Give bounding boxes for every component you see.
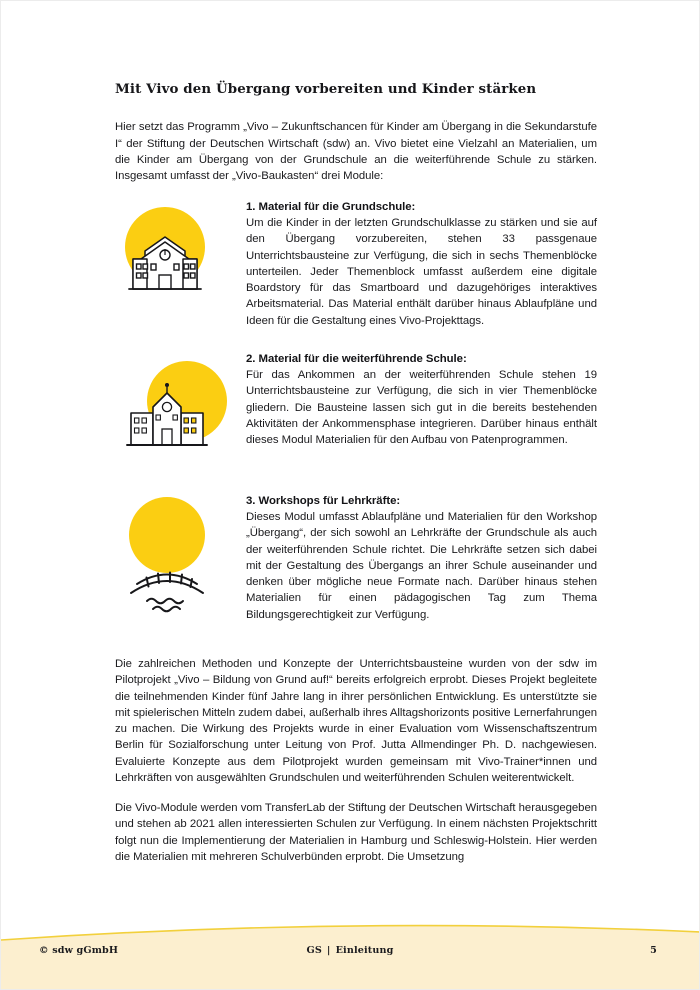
footer-copyright: © sdw gGmbH xyxy=(39,945,119,956)
footer-section: GS xyxy=(306,945,322,956)
closing-paragraph: Die zahlreichen Methoden und Konzepte der Unterrichtsbausteine wurden von der sdw im Pilotprojekt „Vivo – Bildung von Grund auf!“ bereits erfolgreich erprobt. Dieses Projekt begleitete die teilnehmenden Kinder fünf Jahre lang in ihrer persönlichen Entwicklung. Es unterstützte sie mit spielerischen Mitteln zudem dabei, außerhalb ihres Alltagshorizonts positive Lernerfahrungen zu machen. Die Wirkung des Projekts wurde in einer Evaluation vom Wissenschaftszentrum Berlin für Sozialforschung unter Leitung von Prof. Jutta Allmendinger Ph. D. nachgewiesen. Evaluierte Konzepte aus dem Pilotprojekt wurden gemeinsam mit Vivo-Trainer*innen und Lehrkräften von ausgewählten Grundschulen und weiterführenden Schulen weiterentwickelt. xyxy=(115,658,597,784)
module-body: Für das Ankommen an der weiterführenden Schule stehen 19 Unterrichtsbausteine zur Verfügung, die sich in vier Themenblöcke gliedern. Die Bausteine lassen sich gut in die bereits bestehenden Aktivitäten der Ankommensphase integrieren. Darüber hinaus enthält dieses Modul Materialien für den Aufbau von Patenprogrammen. xyxy=(246,369,597,447)
footer-page-number: 5 xyxy=(650,945,657,956)
page-title: Mit Vivo den Übergang vorbereiten und Kinder stärken xyxy=(115,81,537,97)
footer-breadcrumb xyxy=(1,945,699,956)
module-title: 3. Workshops für Lehrkräfte: xyxy=(246,495,401,507)
module-body: Um die Kinder in der letzten Grundschulklasse zu stärken und sie auf den Übergang vorzubereiten, stehen 33 passgenaue Unterrichtsbausteine zur Verfügung, die sich in sechs Themenblöcke unterteilen. Jeder Themenblock umfasst außerdem eine digitale Boardstory für das Smartboard und dazugehöriges interaktives Arbeitsmaterial. Das Material enthält darüber hinaus Ablaufpläne und Ideen für die Gestaltung eines Vivo-Projekttags. xyxy=(246,217,597,327)
footer-content xyxy=(1,945,699,961)
module-item xyxy=(115,493,597,633)
footer-curve xyxy=(1,899,700,989)
module-text xyxy=(246,493,597,623)
primary-school-icon xyxy=(115,199,235,329)
module-body: Dieses Modul umfasst Ablaufpläne und Materialien für den Workshop „Übergang“, der sich sowohl an Lehrkräfte der Grundschule als auch der weiterführenden Schule richtet. Die Lehrkräfte setzen sich dabei mit der Gestaltung des Übergangs an ihrer Schule auseinander und denken über mögliche neue Formate nach. Darüber hinaus stehen Materialien für einen pädagogischen Tag zum Thema Bildungsgerechtigkeit zur Verfügung. xyxy=(246,511,597,621)
article-body xyxy=(115,656,597,865)
secondary-school-icon xyxy=(115,351,235,481)
module-title: 1. Material für die Grundschule: xyxy=(246,201,416,213)
article-header xyxy=(115,81,597,184)
module-title: 2. Material für die weiterführende Schule: xyxy=(246,353,467,365)
intro-paragraph: Hier setzt das Programm „Vivo – Zukunftschancen für Kinder am Übergang in die Sekundarstufe I“ der Stiftung der Deutschen Wirtschaft (sdw) an. Vivo bietet eine Vielzahl an Materialien, um die Kinder am Übergang von der Grundschule an die weiterführende Schule zu stärken. Insgesamt umfasst der „Vivo-Baukasten“ drei Module: xyxy=(115,121,597,183)
module-text xyxy=(246,351,597,448)
footer-chapter: Einleitung xyxy=(335,945,394,956)
bridge-icon xyxy=(115,493,235,623)
module-text xyxy=(246,199,597,329)
footer-separator: | xyxy=(326,945,331,956)
module-list xyxy=(115,199,597,633)
page-footer xyxy=(1,899,699,989)
module-item xyxy=(115,199,597,351)
module-item xyxy=(115,351,597,493)
closing-paragraph: Die Vivo-Module werden vom TransferLab der Stiftung der Deutschen Wirtschaft herausgegeben und stehen ab 2021 allen interessierten Schulen zur Verfügung. In einem nächsten Projektschritt folgt nun die Implementierung der Materialien in Hamburg und Schleswig-Holstein. Hier werden die Materialien mit mehreren Schulverbünden erprobt. Die Umsetzung xyxy=(115,802,597,863)
